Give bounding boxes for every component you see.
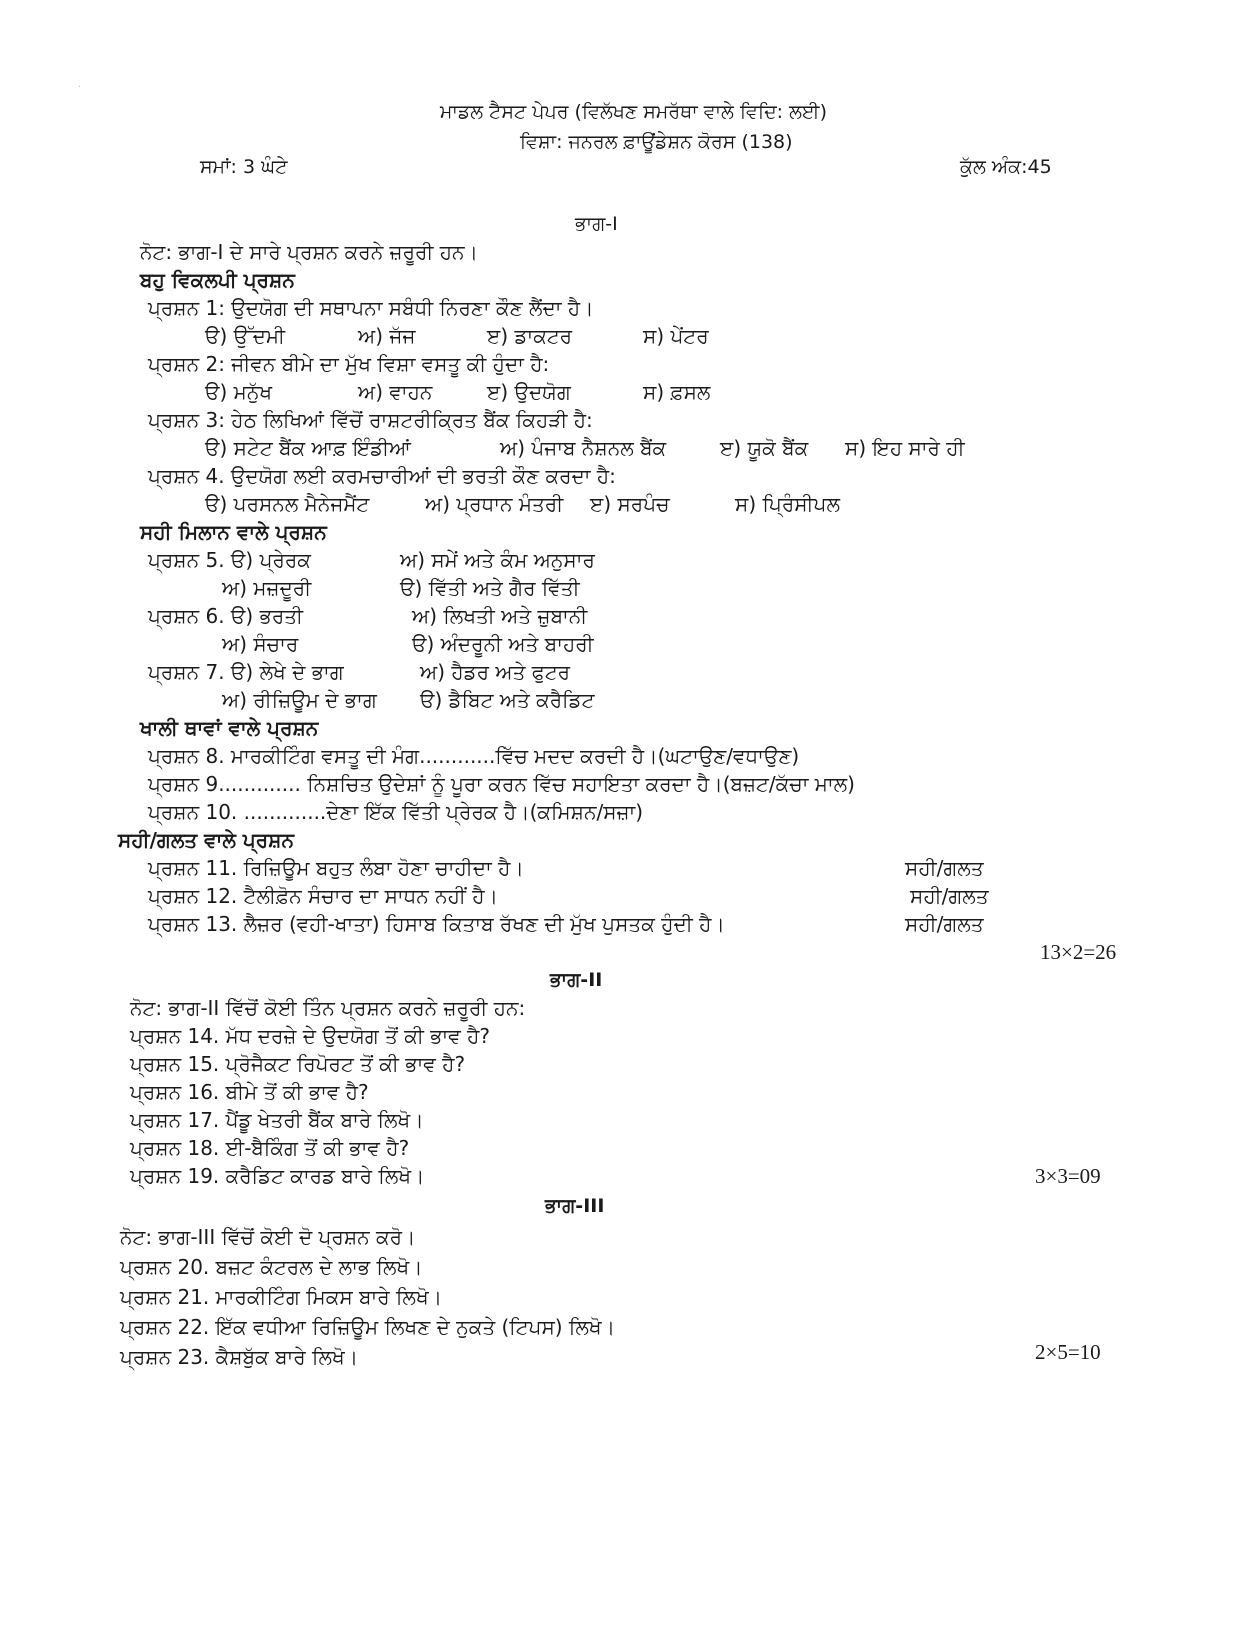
part1-note: ਨੋਟ: ਭਾਗ-I ਦੇ ਸਾਰੇ ਪ੍ਰਸ਼ਨ ਕਰਨੇ ਜ਼ਰੂਰੀ ਹਨ।	[140, 240, 479, 264]
q5-left-1: ਪ੍ਰਸ਼ਨ 5. ੳ) ਪ੍ਰੇਰਕ	[148, 548, 311, 572]
part1-marks: 13×2=26	[1040, 940, 1117, 964]
q8-text: ਪ੍ਰਸ਼ਨ 8. ਮਾਰਕੀਟਿੰਗ ਵਸਤੂ ਦੀ ਮੰਗ............ਵਿੱਚ ਮਦਦ ਕਰਦੀ ਹੈ।(ਘਟਾਉਣ/ਵਧਾਉਣ)	[148, 744, 800, 768]
time-allowed: ਸਮਾਂ: 3 ਘੰਟੇ	[200, 156, 288, 178]
match-heading: ਸਹੀ ਮਿਲਾਨ ਵਾਲੇ ਪ੍ਰਸ਼ਨ	[140, 520, 327, 544]
part2-marks: 3×3=09	[1035, 1164, 1101, 1188]
q3-option-d: ਸ) ਇਹ ਸਾਰੇ ਹੀ	[845, 436, 965, 460]
part1-heading: ਭਾਗ-I	[575, 213, 618, 235]
q2-option-b: ਅ) ਵਾਹਨ	[358, 380, 433, 404]
q1-option-b: ਅ) ਜੱਜ	[358, 324, 416, 348]
q1-option-c: ੲ) ਡਾਕਟਰ	[487, 324, 573, 348]
q3-option-b: ਅ) ਪੰਜਾਬ ਨੈਸ਼ਨਲ ਬੈਂਕ	[500, 436, 667, 460]
q4-option-a: ੳ) ਪਰਸਨਲ ਮੈਨੇਜਮੈਂਟ	[205, 492, 370, 516]
q2-text: ਪ੍ਰਸ਼ਨ 2: ਜੀਵਨ ਬੀਮੇ ਦਾ ਮੁੱਖ ਵਿਸ਼ਾ ਵਸਤੂ ਕੀ ਹੁੰਦਾ ਹੈ:	[148, 352, 550, 376]
q6-left-1: ਪ੍ਰਸ਼ਨ 6. ੳ) ਭਰਤੀ	[148, 604, 304, 628]
mcq-heading: ਬਹੁ ਵਿਕਲਪੀ ਪ੍ਰਸ਼ਨ	[140, 268, 295, 292]
q16-text: ਪ੍ਰਸ਼ਨ 16. ਬੀਮੇ ਤੋਂ ਕੀ ਭਾਵ ਹੈ?	[130, 1080, 369, 1104]
q3-option-c: ੲ) ਯੂਕੋ ਬੈਂਕ	[720, 436, 809, 460]
q5-right-2: ੳ) ਵਿੱਤੀ ਅਤੇ ਗੈਰ ਵਿੱਤੀ	[400, 576, 580, 600]
q1-option-a: ੳ) ਉੱਦਮੀ	[205, 324, 286, 348]
q18-text: ਪ੍ਰਸ਼ਨ 18. ਈ-ਬੈਕਿੰਗ ਤੋਂ ਕੀ ਭਾਵ ਹੈ?	[130, 1136, 410, 1160]
q2-option-c: ੲ) ਉਦਯੋਗ	[487, 380, 571, 404]
q21-text: ਪ੍ਰਸ਼ਨ 21. ਮਾਰਕੀਟਿੰਗ ਮਿਕਸ ਬਾਰੇ ਲਿਖੋ।	[120, 1285, 443, 1309]
total-marks: ਕੁੱਲ ਅੰਕ:45	[960, 156, 1052, 178]
part3-heading: ਭਾਗ-III	[545, 1195, 605, 1217]
q6-right-1: ਅ) ਲਿਖਤੀ ਅਤੇ ਜ਼ੁਬਾਨੀ	[412, 604, 588, 628]
q1-option-d: ਸ) ਪੇਂਟਰ	[643, 324, 709, 348]
q6-right-2: ੳ) ਅੰਦਰੂਨੀ ਅਤੇ ਬਾਹਰੀ	[412, 632, 594, 656]
q2-option-a: ੳ) ਮਨੁੱਖ	[205, 380, 273, 404]
q4-option-d: ਸ) ਪ੍ਰਿੰਸੀਪਲ	[735, 492, 840, 516]
q7-right-1: ਅ) ਹੈਡਰ ਅਤੇ ਫੁਟਰ	[420, 660, 571, 684]
paper-title: ਮਾਡਲ ਟੈਸਟ ਪੇਪਰ (ਵਿਲੱਖਣ ਸਮਰੱਥਾ ਵਾਲੇ ਵਿਦਿ: ਲਈ)	[440, 101, 827, 123]
true-false-heading: ਸਹੀ/ਗਲਤ ਵਾਲੇ ਪ੍ਰਸ਼ਨ	[118, 828, 294, 852]
q4-option-c: ੲ) ਸਰਪੰਚ	[590, 492, 670, 516]
q1-text: ਪ੍ਰਸ਼ਨ 1: ਉਦਯੋਗ ਦੀ ਸਥਾਪਨਾ ਸਬੰਧੀ ਨਿਰਣਾ ਕੌਣ ਲੈਂਦਾ ਹੈ।	[148, 296, 594, 320]
q2-option-d: ਸ) ਫ਼ਸਲ	[643, 380, 711, 404]
q7-left-2: ਅ) ਰੀਜ਼ਿਊਮ ਦੇ ਭਾਗ	[222, 688, 377, 712]
part3-marks: 2×5=10	[1035, 1340, 1101, 1364]
blanks-heading: ਖਾਲੀ ਥਾਵਾਂ ਵਾਲੇ ਪ੍ਰਸ਼ਨ	[140, 716, 319, 740]
part2-heading: ਭਾਗ-II	[550, 969, 603, 991]
q4-option-b: ਅ) ਪ੍ਰਧਾਨ ਮੰਤਰੀ	[425, 492, 564, 516]
q10-text: ਪ੍ਰਸ਼ਨ 10. .............ਦੇਣਾ ਇੱਕ ਵਿੱਤੀ ਪ੍ਰੇਰਕ ਹੈ।(ਕਮਿਸ਼ਨ/ਸਜ਼ਾ)	[148, 800, 644, 824]
q11-true-false: ਸਹੀ/ਗਲਤ	[905, 856, 984, 880]
q3-text: ਪ੍ਰਸ਼ਨ 3: ਹੇਠ ਲਿਖਿਆਂ ਵਿੱਚੋਂ ਰਾਸ਼ਟਰੀਕ੍ਰਿਤ ਬੈਂਕ ਕਿਹੜੀ ਹੈ:	[148, 408, 593, 432]
q19-text: ਪ੍ਰਸ਼ਨ 19. ਕਰੈਡਿਟ ਕਾਰਡ ਬਾਰੇ ਲਿਖੋ।	[130, 1164, 425, 1188]
q22-text: ਪ੍ਰਸ਼ਨ 22. ਇੱਕ ਵਧੀਆ ਰਿਜ਼ਿਊਮ ਲਿਖਣ ਦੇ ਨੁਕਤੇ (ਟਿਪਸ) ਲਿਖੋ।	[120, 1315, 616, 1339]
q14-text: ਪ੍ਰਸ਼ਨ 14. ਮੱਧ ਦਰਜ਼ੇ ਦੇ ਉਦਯੋਗ ਤੋਂ ਕੀ ਭਾਵ ਹੈ?	[130, 1024, 490, 1048]
q15-text: ਪ੍ਰਸ਼ਨ 15. ਪ੍ਰੋਜੈਕਟ ਰਿਪੋਰਟ ਤੋਂ ਕੀ ਭਾਵ ਹੈ?	[130, 1052, 466, 1076]
q4-text: ਪ੍ਰਸ਼ਨ 4. ਉਦਯੋਗ ਲਈ ਕਰਮਚਾਰੀਆਂ ਦੀ ਭਰਤੀ ਕੌਣ ਕਰਦਾ ਹੈ:	[148, 464, 616, 488]
q6-left-2: ਅ) ਸੰਚਾਰ	[222, 632, 299, 656]
q5-right-1: ਅ) ਸਮੇਂ ਅਤੇ ਕੰਮ ਅਨੁਸਾਰ	[400, 548, 595, 572]
q20-text: ਪ੍ਰਸ਼ਨ 20. ਬਜ਼ਟ ਕੰਟਰਲ ਦੇ ਲਾਭ ਲਿਖੋ।	[120, 1255, 423, 1279]
q12-text: ਪ੍ਰਸ਼ਨ 12. ਟੈਲੀਫ਼ੋਨ ਸੰਚਾਰ ਦਾ ਸਾਧਨ ਨਹੀਂ ਹੈ।	[148, 884, 498, 908]
q23-text: ਪ੍ਰਸ਼ਨ 23. ਕੈਸ਼ਬੁੱਕ ਬਾਰੇ ਲਿਖੋ।	[120, 1345, 359, 1369]
q12-true-false: ਸਹੀ/ਗਲਤ	[910, 884, 989, 908]
part2-note: ਨੋਟ: ਭਾਗ-II ਵਿੱਚੋਂ ਕੋਈ ਤਿੰਨ ਪ੍ਰਸ਼ਨ ਕਰਨੇ ਜ਼ਰੂਰੀ ਹਨ:	[130, 996, 526, 1020]
q3-option-a: ੳ) ਸਟੇਟ ਬੈਂਕ ਆਫ਼ ਇੰਡੀਆਂ	[205, 436, 411, 460]
q5-left-2: ਅ) ਮਜ਼ਦੂਰੀ	[222, 576, 312, 600]
q13-text: ਪ੍ਰਸ਼ਨ 13. ਲੈਜ਼ਰ (ਵਹੀ-ਖਾਤਾ) ਹਿਸਾਬ ਕਿਤਾਬ ਰੱਖਣ ਦੀ ਮੁੱਖ ਪੁਸਤਕ ਹੁੰਦੀ ਹੈ।	[148, 912, 725, 936]
q17-text: ਪ੍ਰਸ਼ਨ 17. ਪੈਂਡੂ ਖੇਤਰੀ ਬੈਂਕ ਬਾਰੇ ਲਿਖੋ।	[130, 1108, 424, 1132]
q11-text: ਪ੍ਰਸ਼ਨ 11. ਰਿਜ਼ਿਊਮ ਬਹੁਤ ਲੰਬਾ ਹੋਣਾ ਚਾਹੀਦਾ ਹੈ।	[148, 856, 524, 880]
part3-note: ਨੋਟ: ਭਾਗ-III ਵਿੱਚੋਂ ਕੋਈ ਦੋ ਪ੍ਰਸ਼ਨ ਕਰੋ।	[120, 1225, 416, 1249]
q7-right-2: ੳ) ਡੈਬਿਟ ਅਤੇ ਕਰੈਡਿਟ	[420, 688, 595, 712]
q13-true-false: ਸਹੀ/ਗਲਤ	[905, 912, 984, 936]
scan-speck: ·	[78, 82, 82, 93]
subject-line: ਵਿਸ਼ਾ: ਜਨਰਲ ਫ਼ਾਊਂਡੇਸ਼ਨ ਕੋਰਸ (138)	[520, 131, 793, 153]
q7-left-1: ਪ੍ਰਸ਼ਨ 7. ੳ) ਲੇਖੇ ਦੇ ਭਾਗ	[148, 660, 344, 684]
q9-text: ਪ੍ਰਸ਼ਨ 9............. ਨਿਸ਼ਚਿਤ ਉਦੇਸ਼ਾਂ ਨੂੰ ਪੂਰਾ ਕਰਨ ਵਿੱਚ ਸਹਾਇਤਾ ਕਰਦਾ ਹੈ।(ਬਜ਼ਟ/ਕੱਚਾ ਮਾਲ)	[148, 772, 855, 796]
